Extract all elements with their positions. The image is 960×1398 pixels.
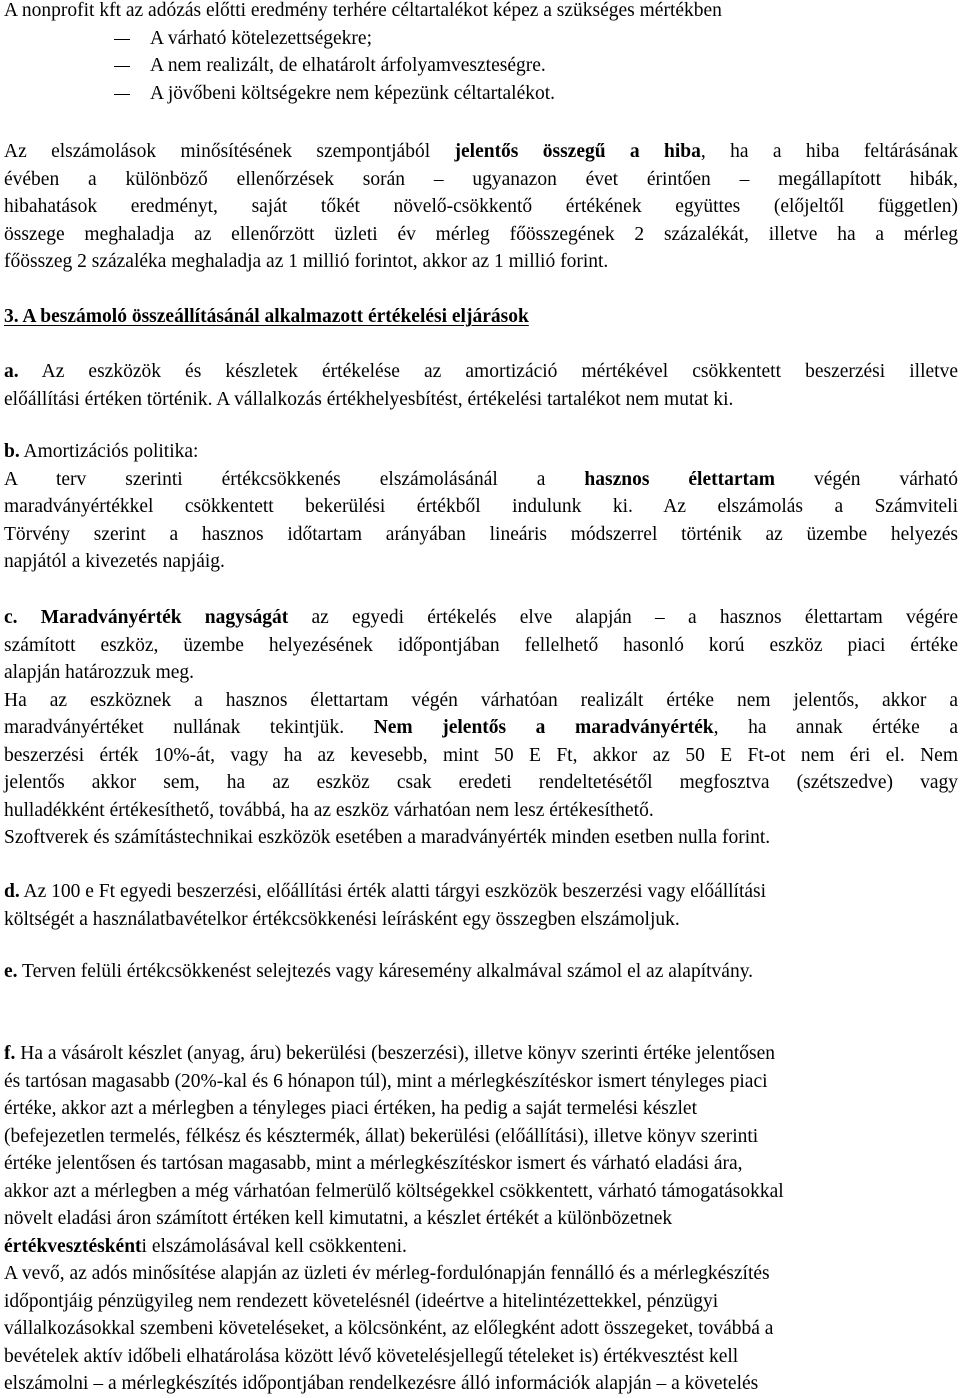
paragraph-line: alapján határozzuk meg. <box>4 662 195 683</box>
paragraph-line: napjától a kivezetés napjáig. <box>4 551 225 572</box>
paragraph-line: A vevő, az adós minősítése alapján az üzleti év mérleg-fordulónapján fennálló és a mérlegkészítés <box>4 1263 770 1284</box>
section-label: b. <box>4 441 20 462</box>
dash-bullet <box>114 94 130 95</box>
section-a <box>4 358 958 413</box>
paragraph-line: értéke, akkor azt a mérlegben a tényleges piaci értéken, ha pedig a saját termelési készlet <box>4 1098 697 1119</box>
paragraph-line: elszámolni – a mérlegkészítés időpontjában rendelkezésre álló információk alapján – a követelés <box>4 1373 759 1394</box>
paragraph-line: értékvesztéskénti elszámolásával kell csökkenteni. <box>4 1235 407 1257</box>
paragraph-line: b. Amortizációs politika: <box>4 441 199 462</box>
paragraph-line: előállítási értéken történik. A vállalkozás értékhelyesbítést, értékelési tartalékot nem mutat ki. <box>4 388 734 410</box>
section-c <box>4 604 958 852</box>
significant-error-paragraph <box>4 138 958 276</box>
paragraph-line: e. Terven felüli értékcsökkenést selejtezés vagy káresemény alkalmával számol el az alapítvány. <box>4 961 754 982</box>
section-e <box>4 958 958 986</box>
section-f <box>4 1040 958 1398</box>
paragraph-line: (befejezetlen termelés, félkész és késztermék, állat) bekerülési (előállítási), illetve könyv szerinti <box>4 1125 759 1147</box>
paragraph-line: f. Ha a vásárolt készlet (anyag, áru) bekerülési (beszerzési), illetve könyv szerinti értéke jelentősen <box>4 1043 775 1064</box>
paragraph-line: hulladékként értékesíthető, továbbá, ha az eszköz várhatóan nem lesz értékesíthető. <box>4 799 654 821</box>
paragraph-line: vállalkozásokkal szembeni követeléseket, a kölcsönként, az előlegként adott összegeket, továbbá a <box>4 1318 774 1339</box>
paragraph-line: Törvény szerint a hasznos időtartam arányában lineáris módszerrel történik az üzembe helyezés <box>4 523 958 545</box>
intro-text: A nonprofit kft az adózás előtti eredmény terhére céltartalékot képez a szükséges mértékben <box>4 0 722 21</box>
list-item: A várható kötelezettségekre; <box>4 25 958 53</box>
paragraph-line: A terv szerinti értékcsökkenés elszámolásánál a hasznos élettartam végén várható <box>4 468 958 490</box>
list-item: A nem realizált, de elhatárolt árfolyamveszteségre. <box>4 52 958 80</box>
paragraph-line: d. Az 100 e Ft egyedi beszerzési, előállítási érték alatti tárgyi eszközök beszerzési vagy előállítási <box>4 881 767 902</box>
paragraph-line: értéke jelentősen és tartósan magasabb, mint a mérlegkészítéskor ismert és várható eladási ára, <box>4 1153 743 1174</box>
section-label: e. <box>4 961 18 982</box>
paragraph-line: összege meghaladja az ellenőrzött üzleti év mérleg főösszegének 2 százalékát, illetve ha a mérleg <box>4 223 958 245</box>
list-item: A jövőbeni költségekre nem képezünk céltartalékot. <box>4 80 958 108</box>
section-label: f. <box>4 1043 16 1064</box>
emphasis: Maradványérték nagyságát <box>17 607 289 628</box>
paragraph-line: beszerzési érték 10%-át, vagy ha az kevesebb, mint 50 E Ft, akkor az 50 E Ft-ot nem éri el. Nem <box>4 744 958 766</box>
section-label: c. <box>4 607 18 628</box>
paragraph-line: hibahatások eredményt, saját tőkét növelő-csökkentő értékének együttes (előjeltől független) <box>4 196 958 217</box>
paragraph-line: maradványértékkel csökkentett bekerülési értékből indulunk ki. Az elszámolás a Számviteli <box>4 496 958 517</box>
section-heading <box>4 303 958 331</box>
emphasis: Nem jelentős a maradványérték <box>373 717 714 738</box>
emphasis: jelentős összegű a hiba <box>454 141 701 162</box>
paragraph-line: jelentős akkor sem, ha az eszköz csak eredeti rendeltetésétől megfosztva (szétszedve) vagy <box>4 772 958 793</box>
paragraph-line: évében a különböző ellenőrzések során – ugyanazon évet érintően – megállapított hibák, <box>4 168 958 190</box>
paragraph-line: akkor azt a mérlegben a még várhatóan felmerülő költségekkel csökkentett, várható támogatásokkal <box>4 1180 784 1202</box>
paragraph-line: költségét a használatbavételkor értékcsökkenési leírásként egy összegben elszámoljuk. <box>4 908 680 930</box>
emphasis: hasznos élettartam <box>584 468 775 490</box>
section-label: d. <box>4 881 20 902</box>
paragraph-line: maradványértéket nullának tekintjük. Nem jelentős a maradványérték, ha annak értéke a <box>4 717 958 738</box>
paragraph-line: időpontjáig pénzügyileg nem rendezett követelésnél (ideértve a hitelintézettekkel, pénzügyi <box>4 1290 719 1312</box>
paragraph-line: c. Maradványérték nagyságát az egyedi értékelés elve alapján – a hasznos élettartam végére <box>4 607 958 628</box>
section-d <box>4 878 958 933</box>
emphasis: értékvesztésként <box>4 1235 142 1257</box>
paragraph-line: főösszeg 2 százaléka meghaladja az 1 millió forintot, akkor az 1 millió forint. <box>4 251 609 272</box>
paragraph-line: a. Az eszközök és készletek értékelése az amortizáció mértékével csökkentett beszerzési illetve <box>4 361 958 382</box>
paragraph-line: Ha az eszköznek a hasznos élettartam végén várhatóan realizált értéke nem jelentős, akkor a <box>4 689 958 711</box>
paragraph-line: bevételek aktív időbeli elhatárolása között lévő követelésjellegű tételeket is) értékvesztést kell <box>4 1345 739 1367</box>
dash-bullet <box>114 39 130 40</box>
paragraph-line: számított eszköz, üzembe helyezésének időpontjában fellelhető hasonló korú eszköz piaci értéke <box>4 634 958 656</box>
paragraph-line: Szoftverek és számítástechnikai eszközök esetében a maradványérték minden esetben nulla forint. <box>4 827 771 848</box>
heading-text: 3. A beszámoló összeállításánál alkalmazott értékelési eljárások <box>4 306 529 327</box>
dash-bullet <box>114 66 130 67</box>
section-label: a. <box>4 361 19 382</box>
paragraph-line: Az elszámolások minősítésének szempontjából jelentős összegű a hiba, ha a hiba feltárásának <box>4 141 959 162</box>
section-b <box>4 438 958 576</box>
paragraph-line: és tartósan magasabb (20%-kal és 6 hónapon túl), mint a mérlegkészítéskor ismert tényleges piaci <box>4 1070 768 1092</box>
intro-section <box>4 0 958 107</box>
paragraph-line: növelt eladási áron számított értéken kell kimutatni, a készlet értékét a különbözetnek <box>4 1208 673 1229</box>
